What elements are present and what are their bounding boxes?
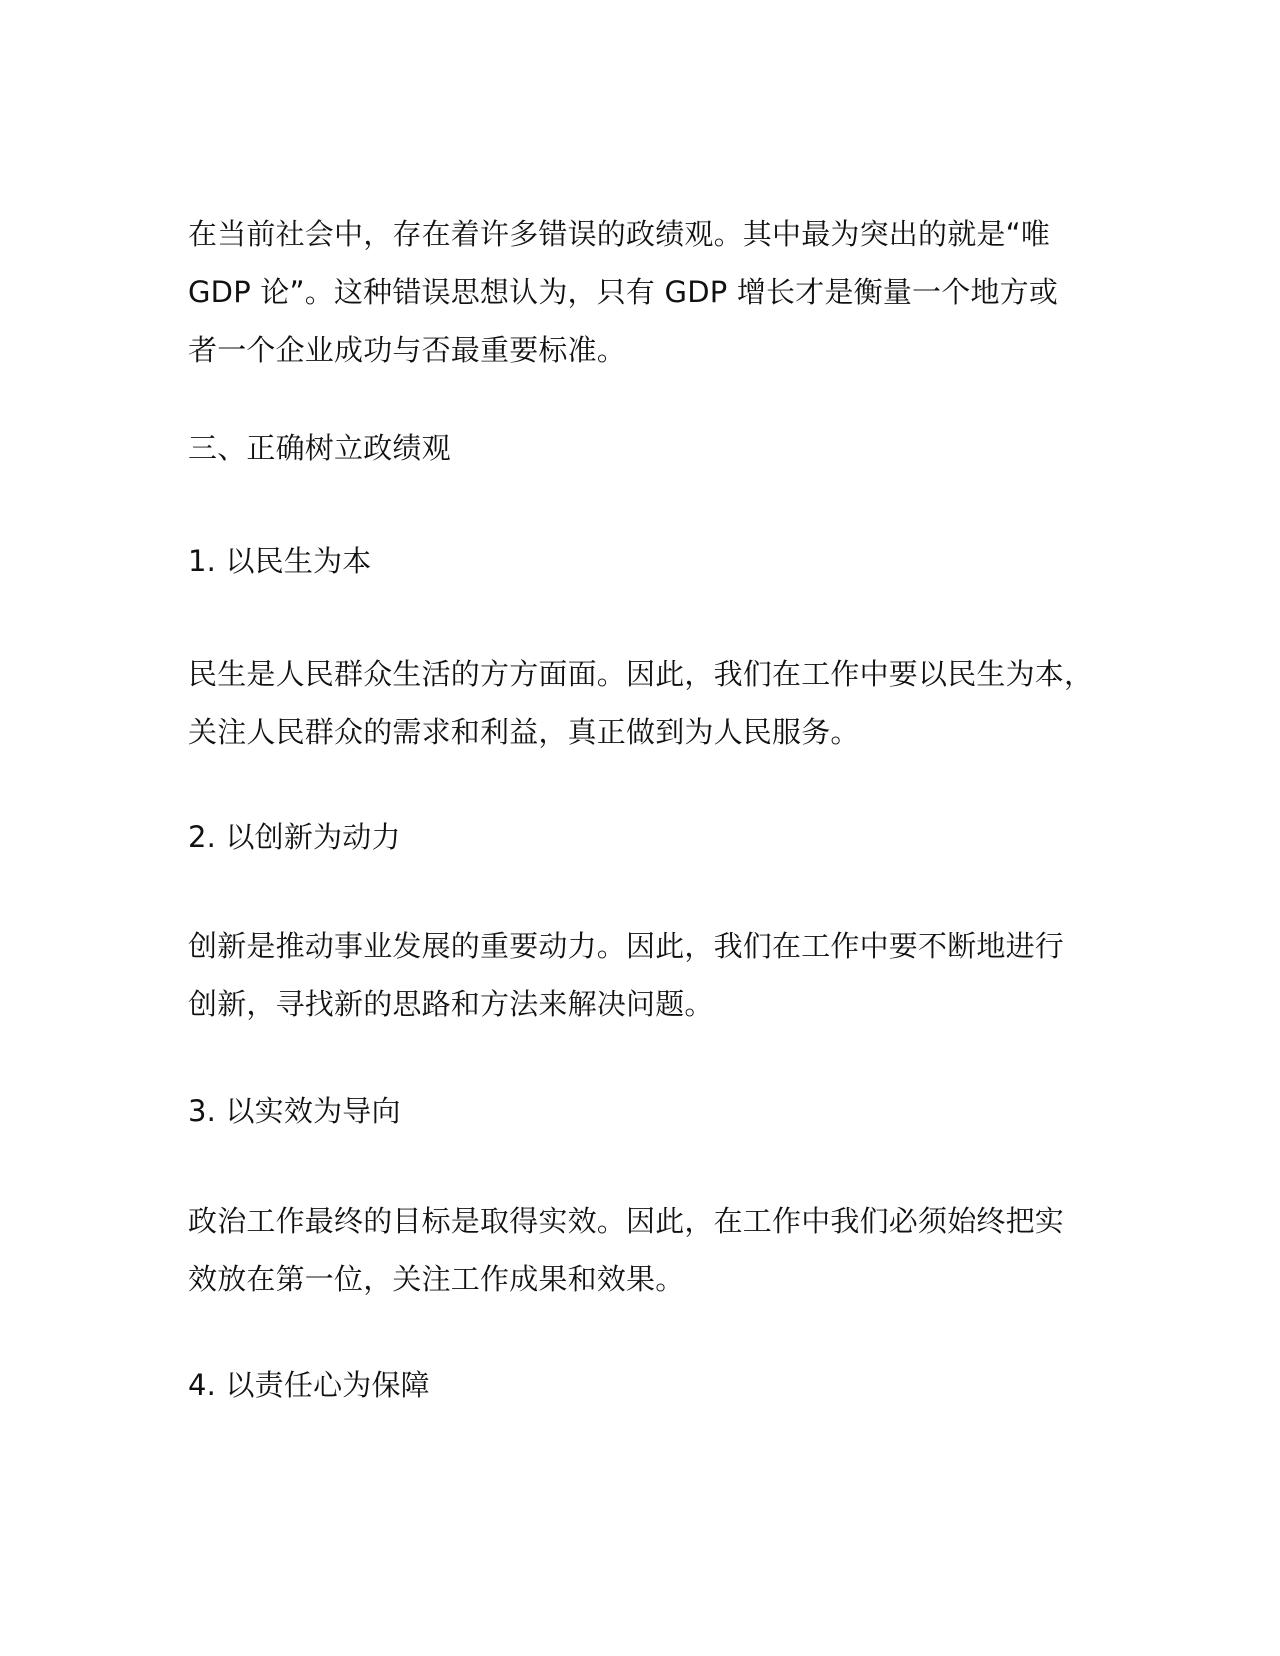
item-heading-text: 3. 以实效为导向: [188, 1094, 401, 1128]
item-heading-text: 1. 以民生为本: [188, 544, 372, 578]
item-2-heading: [188, 808, 1088, 866]
item-4-heading: [188, 1356, 1088, 1414]
paragraph-line: 创新是推动事业发展的重要动力。因此，我们在工作中要不断地进行: [188, 929, 1065, 963]
paragraph-line: 创新，寻找新的思路和方法来解决问题。: [188, 987, 714, 1021]
item-3-heading: [188, 1082, 1088, 1140]
paragraph-line: GDP 论”。这种错误思想认为，只有 GDP 增长才是衡量一个地方或: [188, 275, 1059, 309]
paragraph-line: 关注人民群众的需求和利益，真正做到为人民服务。: [188, 715, 860, 749]
item-1-paragraph: [188, 645, 1094, 761]
item-heading-text: 2. 以创新为动力: [188, 820, 401, 854]
item-3-paragraph: [188, 1192, 1088, 1308]
paragraph-line: 在当前社会中，存在着许多错误的政绩观。其中最为突出的就是“唯: [188, 217, 1051, 251]
section-heading: [188, 419, 1088, 477]
paragraph-line: 效放在第一位，关注工作成果和效果。: [188, 1262, 685, 1296]
item-1-heading: [188, 532, 1088, 590]
intro-paragraph: [188, 205, 1088, 379]
item-2-paragraph: [188, 917, 1088, 1033]
section-heading-text: 三、正确树立政绩观: [188, 431, 451, 465]
paragraph-line: 者一个企业成功与否最重要标准。: [188, 333, 627, 367]
item-heading-text: 4. 以责任心为保障: [188, 1368, 430, 1402]
paragraph-line: 政治工作最终的目标是取得实效。因此，在工作中我们必须始终把实: [188, 1204, 1065, 1238]
paragraph-line: 民生是人民群众生活的方方面面。因此，我们在工作中要以民生为本，: [188, 657, 1094, 691]
